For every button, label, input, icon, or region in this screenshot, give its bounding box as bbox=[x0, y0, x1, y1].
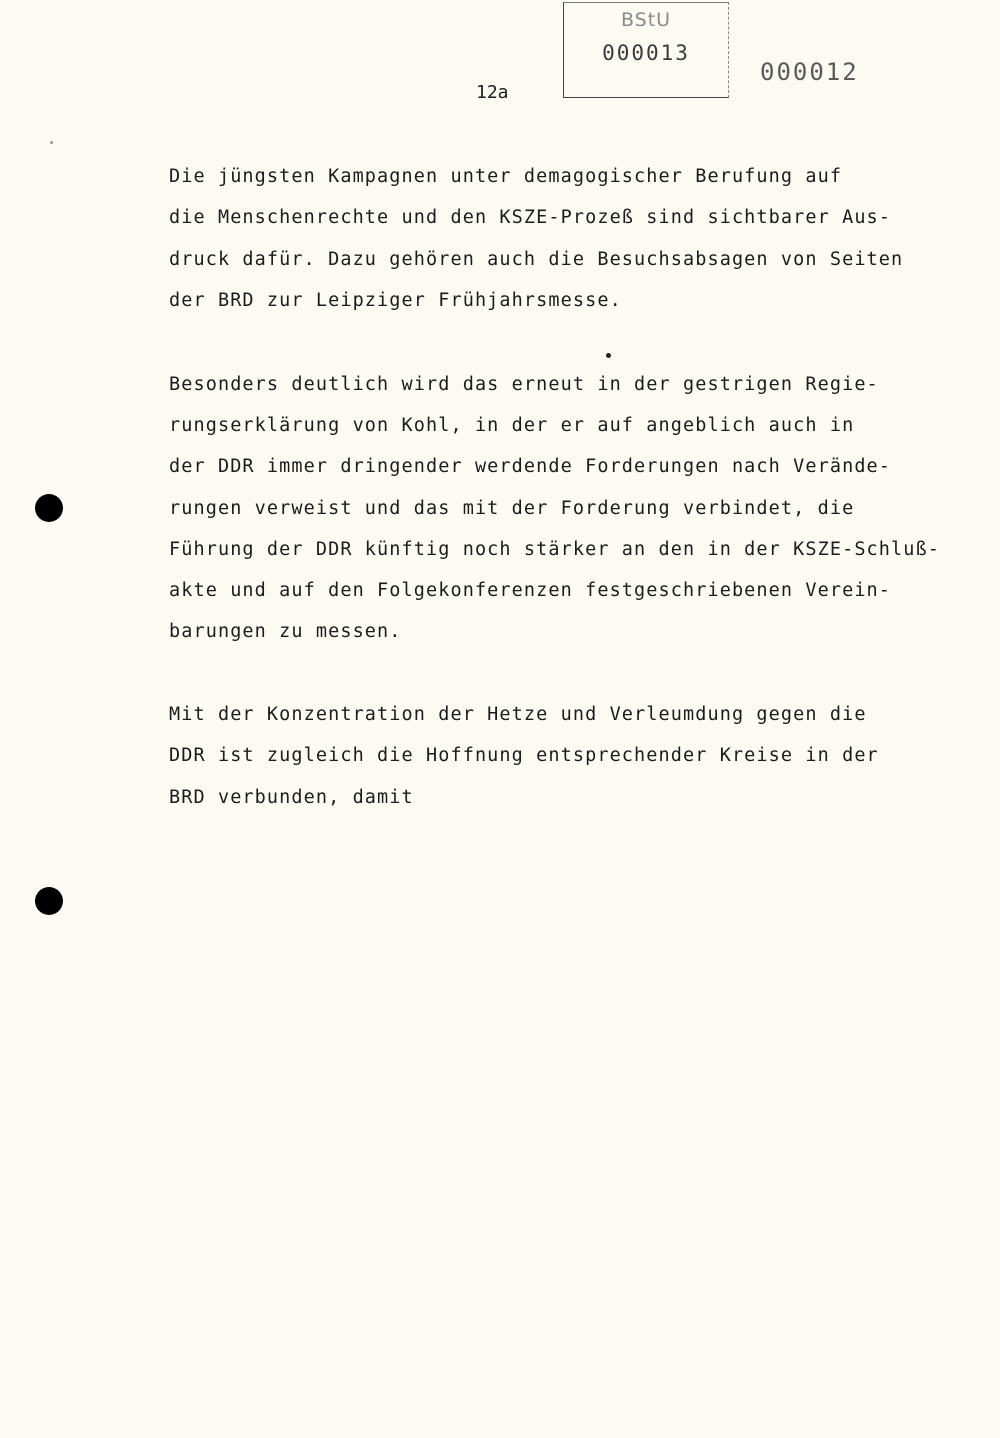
paragraph-1-line-3: druck dafür. Dazu gehören auch die Besuchsabsagen von Seiten bbox=[169, 249, 904, 270]
stamp-number: 000013 bbox=[602, 41, 690, 65]
page-number: 12a bbox=[476, 82, 509, 103]
paragraph-3-line-2: DDR ist zugleich die Hoffnung entsprechender Kreise in der bbox=[169, 745, 879, 766]
paragraph-2-line-2: rungserklärung von Kohl, in der er auf angeblich auch in bbox=[169, 415, 855, 436]
ink-speck bbox=[606, 353, 611, 358]
stamp-organization: BStU bbox=[620, 9, 672, 31]
paragraph-2-line-1: Besonders deutlich wird das erneut in der gestrigen Regie- bbox=[169, 374, 879, 395]
paragraph-1-line-2: die Menschenrechte und den KSZE-Prozeß sind sichtbarer Aus- bbox=[169, 207, 892, 228]
paper-speck bbox=[50, 141, 53, 144]
archive-page-number: 000012 bbox=[760, 58, 859, 86]
paragraph-2-line-7: barungen zu messen. bbox=[169, 621, 402, 642]
paragraph-2-line-5: Führung der DDR künftig noch stärker an den in der KSZE-Schluß- bbox=[169, 539, 940, 560]
paragraph-3-line-1: Mit der Konzentration der Hetze und Verleumdung gegen die bbox=[169, 704, 867, 725]
paragraph-2-line-4: rungen verweist und das mit der Forderung verbindet, die bbox=[169, 498, 855, 519]
paragraph-3-line-3: BRD verbunden, damit bbox=[169, 787, 414, 808]
paragraph-2-line-3: der DDR immer dringender werdende Forderungen nach Verände- bbox=[169, 456, 892, 477]
paragraph-2-line-6: akte und auf den Folgekonferenzen festgeschriebenen Verein- bbox=[169, 580, 892, 601]
punch-hole-lower bbox=[35, 887, 63, 915]
paragraph-1-line-1: Die jüngsten Kampagnen unter demagogischer Berufung auf bbox=[169, 166, 843, 187]
archive-stamp bbox=[563, 2, 729, 98]
paragraph-1-line-4: der BRD zur Leipziger Frühjahrsmesse. bbox=[169, 290, 622, 311]
punch-hole-upper bbox=[35, 494, 63, 522]
